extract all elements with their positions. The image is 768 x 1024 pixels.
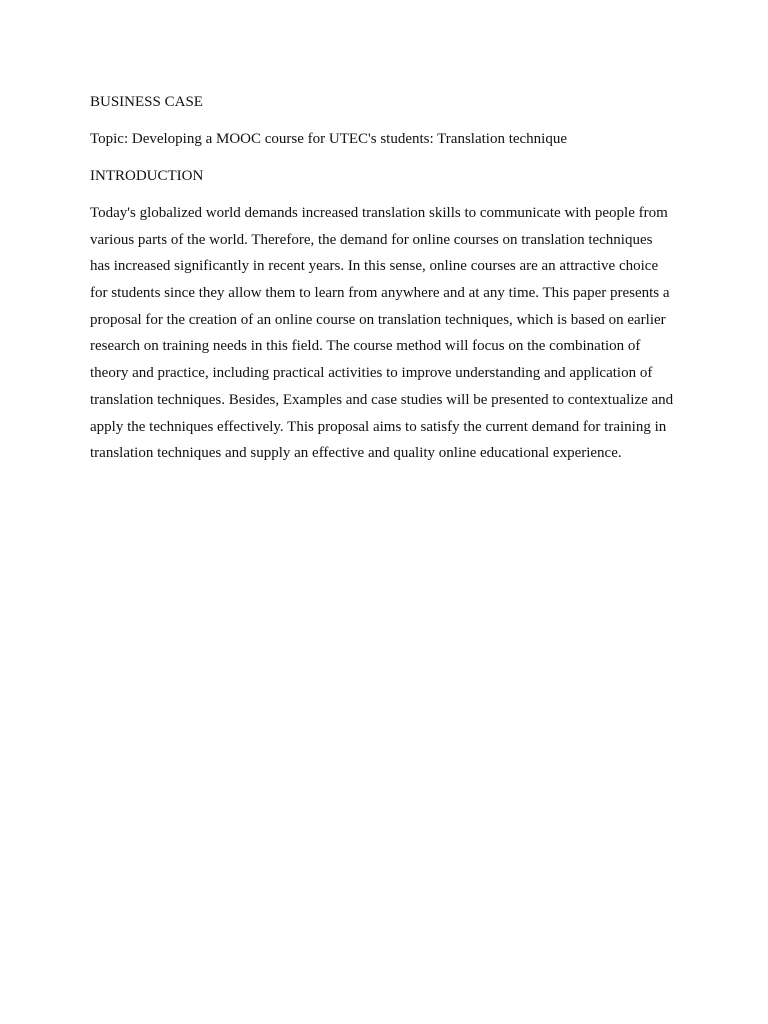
paragraph-line: apply the techniques effectively. This proposal aims to satisfy the current demand for training in <box>90 418 667 435</box>
paragraph-line: translation techniques. Besides, Examples and case studies will be presented to contextualize and <box>90 391 674 408</box>
paragraph-line: research on training needs in this field. The course method will focus on the combination of <box>90 338 641 355</box>
section-heading-introduction: INTRODUCTION <box>90 168 204 184</box>
paragraph-line: various parts of the world. Therefore, the demand for online courses on translation techniques <box>90 231 653 248</box>
paragraph-line: Today's globalized world demands increased translation skills to communicate with people from <box>90 205 668 221</box>
paragraph-line: theory and practice, including practical activities to improve understanding and application of <box>90 365 653 382</box>
paragraph-line: proposal for the creation of an online course on translation techniques, which is based on earlier <box>90 311 666 328</box>
paragraph-line: for students since they allow them to learn from anywhere and at any time. This paper presents a <box>90 285 670 302</box>
document-topic: Topic: Developing a MOOC course for UTEC's students: Translation technique <box>90 131 568 147</box>
paragraph-line: translation techniques and supply an effective and quality online educational experience. <box>90 445 622 462</box>
paragraph-line: has increased significantly in recent years. In this sense, online courses are an attractive choice <box>90 258 659 275</box>
document-heading: BUSINESS CASE <box>90 94 203 110</box>
introduction-paragraph <box>90 203 690 470</box>
